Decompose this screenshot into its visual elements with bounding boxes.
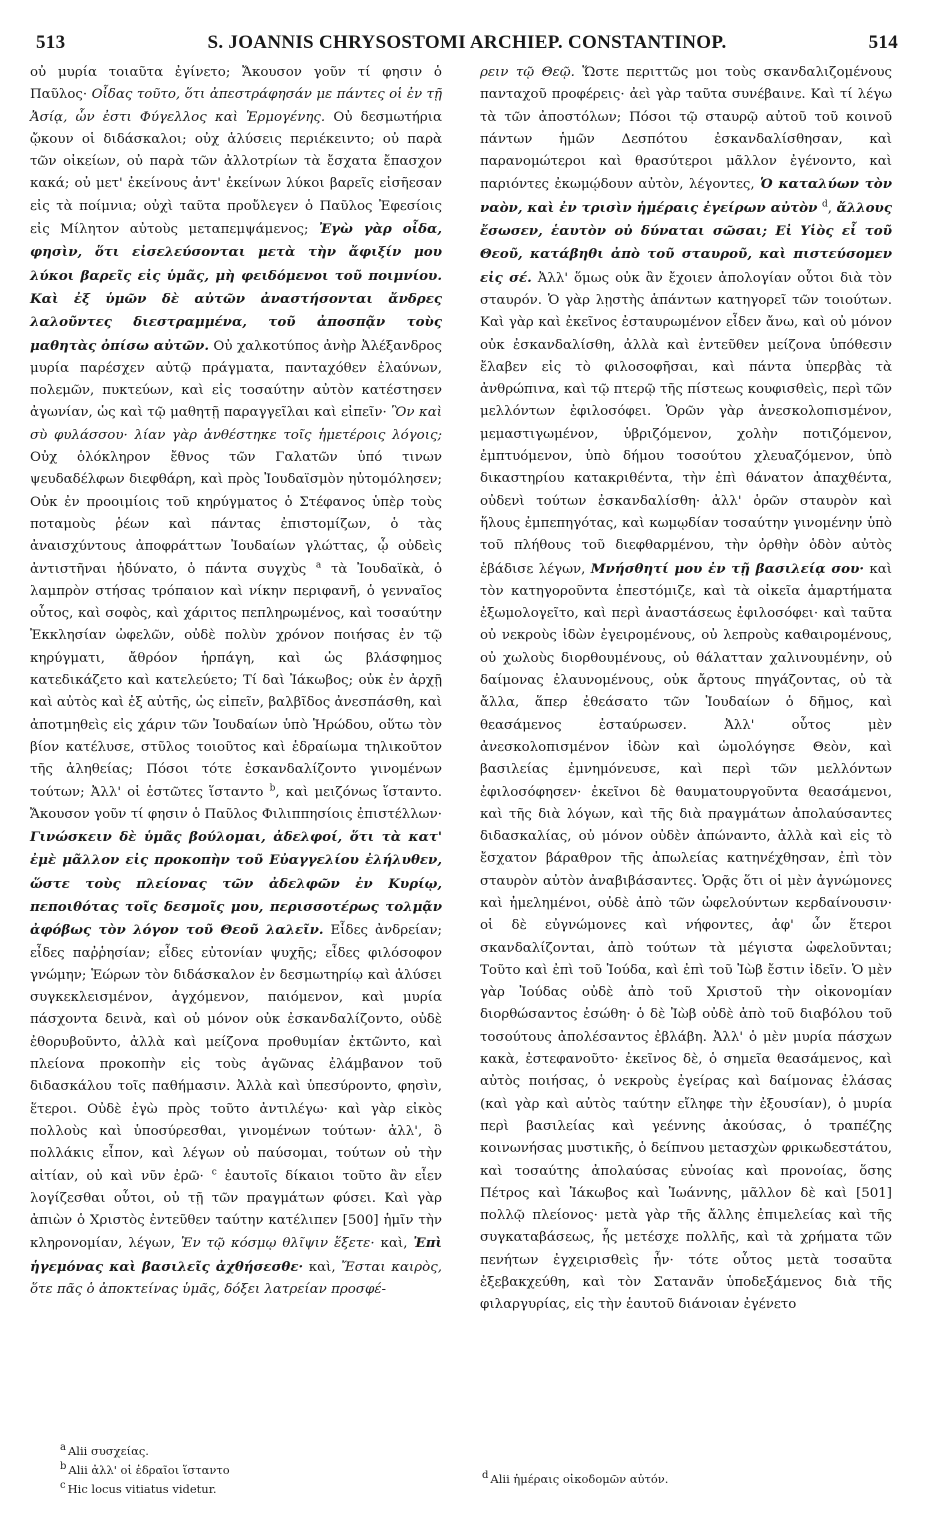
footnote-c: c Hic locus vitiatus videtur. — [60, 1479, 217, 1496]
page-number-right: 514 — [868, 32, 898, 53]
footnote-a: a Alii συσχείας. — [60, 1442, 149, 1458]
text-segment: ἑαυτοῖς δίκαιοι τοῦτο ἂν εἶεν λογίζεσθαι οὗτοι, οὐ τῇ τῶν πραγμάτων φύσει. Καὶ γὰρ ἀπιὼν ὁ Χριστὸς ἐντεῦθεν ταύτην κατέλιπεν [500] ἡμῖν τὴν κληρονομίαν, λέγων, — [30, 1168, 442, 1252]
footnote-reference: a — [315, 560, 322, 571]
footnote-reference: b — [269, 783, 276, 794]
text-segment: οὐ μυρία τοιαῦτα ἐγίνετο; Ἄκουσον γοῦν τί φησιν ὁ Παῦλος· — [30, 65, 442, 103]
text-segment: , — [827, 200, 837, 216]
footnotes-left — [60, 1440, 440, 1496]
footnote-d: d Alii ἡμέραις οἰκοδομῶν αὐτόν. — [482, 1470, 669, 1486]
footnote-reference: c — [211, 1167, 217, 1178]
left-column-text — [30, 62, 442, 1301]
text-segment: Οὐ χαλκοτύπος ἀνὴρ Ἀλέξανδρος μυρία παρέσχεν αὐτῷ πράγματα, πανταχόθεν ἐλαύνων, πολεμῶν, πυκτεύων, καὶ εἰς τοσαύτην αὐτὸν κατέστησεν ἀγωνίαν, ὡς καὶ τῷ μαθητῇ παραγγεῖλαι καὶ εἰπεῖν· — [30, 338, 442, 421]
page-header — [36, 26, 898, 60]
text-segment: Ἐπὶ ἡγεμόνας καὶ βασιλεῖς ἀχθήσεσθε· — [30, 1235, 442, 1275]
footnote-b: b Alii ἀλλ' οἱ ἑδραῖοι ἵσταντο — [60, 1460, 230, 1477]
text-segment: Οὐ δεσμωτήρια ᾤκουν οἱ διδάσκαλοι; οὐχ ἁλύσεις περιέκειντο; οὐ παρὰ τῶν οἰκείων, οὐ παρὰ τῶν ἀλλοτρίων τὰ ἔσχατα ἔπασχον κακά; οὐ μετ' ἐκείνους ἀντ' ἐκείνων λύκοι βαρεῖς εἰσῆεσαν εἰς τὰ ποίμνια; οὐχὶ ταῦτα προὔλεγεν ὁ Παῦλος Ἐφεσίοις εἰς Μίλητον αὐτοὺς μεταπεμψάμενος; — [30, 109, 442, 238]
text-segment: ἄλλους ἔσωσεν, ἑαυτὸν οὐ δύναται σῶσαι; Εἰ Υἱὸς εἶ τοῦ Θεοῦ, κατάβηθι ἀπὸ τοῦ σταυροῦ, καὶ πιστεύσομεν εἰς σέ. — [480, 199, 893, 286]
right-column-text — [480, 62, 892, 1317]
text-segment: Ἐγὼ γὰρ οἶδα, φησὶν, ὅτι εἰσελεύσονται μετὰ τὴν ἄφιξίν μου λύκοι βαρεῖς εἰς ὑμᾶς, μὴ φειδόμενοι τοῦ ποιμνίου. Καὶ ἐξ ὑμῶν δὲ αὐτῶν ἀναστήσονται ἄνδρες λαλοῦντες διεστραμμένα, τοῦ ἀποσπᾷν τοὺς μαθητὰς ὀπίσω αὐτῶν. — [30, 221, 443, 354]
text-segment: Οἶδας τοῦτο, ὅτι ἀπεστράφησάν με πάντες οἱ ἐν τῇ Ἀσίᾳ, ὧν ἐστι Φύγελλος καὶ Ἑρμογένης. — [30, 87, 442, 125]
text-segment: Οὐχ ὁλόκληρον ἔθνος τῶν Γαλατῶν ὑπό τινων ψευδαδέλφων διεφθάρη, καὶ πρὸς Ἰουδαϊσμὸν ηὐτομόλησεν; Οὐκ ἐν προοιμίοις τοῦ κηρύγματος ὁ Στέφανος ὑπὲρ τοὺς ποταμοὺς ῥέων καὶ πάντας ἐπιστομίζων, ὁ τὰς ἀναισχύντους ἀποφράττων Ἰουδαίων γλώττας, ᾧ οὐδεὶς ἀντιστῆναι ἠδύνατο, ὁ πάντα συγχὺς — [30, 450, 442, 577]
text-segment: Ἐν τῷ κόσμῳ θλῖψιν ἕξετε· — [181, 1236, 375, 1252]
text-segment: Ὥστε περιττῶς μοι τοὺς σκανδαλιζομένους πανταχοῦ προφέρεις· ἀεὶ γὰρ ταῦτα συνέβαινε. Καὶ τί λέγω τὰ τῶν ἀποστόλων; Πόσοι τῷ σταυρῷ αὐτοῦ τοῦ κοινοῦ πάντων ἡμῶν Δεσπότου ἐσκανδαλίσθησαν, καὶ παρανομώτεροι καὶ θρασύτεροι μᾶλλον ἐγένοντο, καὶ παριόντες ἐκωμῴδουν αὐτὸν, λέγοντες, — [480, 65, 892, 193]
text-segment: Γινώσκειν δὲ ὑμᾶς βούλομαι, ἀδελφοί, ὅτι τὰ κατ' ἐμὲ μᾶλλον εἰς προκοπὴν τοῦ Εὐαγγελίου ἐλήλυθεν, ὥστε τοὺς πλείονας τῶν ἀδελφῶν ἐν Κυρίῳ, πεποιθότας τοῖς δεσμοῖς μου, περισσοτέρως τολμᾷν ἀφόβως τὸν λόγον τοῦ Θεοῦ λαλεῖν. — [30, 829, 442, 939]
footnotes-right — [482, 1468, 902, 1487]
text-segment: Μνήσθητί μου ἐν τῇ βασιλείᾳ σου· — [590, 560, 865, 577]
text-segment: Ἀλλ' ὅμως οὐκ ἂν ἔχοιεν ἀπολογίαν οὗτοι διὰ τὸν σταυρόν. Ὁ γὰρ λῃστὴς ἁπάντων κατηγορεῖ τῶν τοιούτων. Καὶ γὰρ καὶ ἐκεῖνος ἐσταυρωμένον εἶδεν ἄνω, καὶ οὐ μόνον οὐκ ἐσκανδαλίσθη, ἀλλὰ καὶ ἐντεῦθεν μείζονα ὑπόθεσιν ἔλαβεν εἰς τὸ φιλοσοφῆσαι, καὶ πάντα ὑπερβὰς τὰ ἀνθρώπινα, καὶ τῷ πτερῷ τῆς πίστεως κουφισθεὶς, περὶ τῶν μελλόντων ἐφιλοσόφει. Ὁρῶν γὰρ ἀνεσκολοπισμένον, μεμαστιγωμένον, ὑβριζόμενον, χολὴν ποτιζόμενον, ἐμπτυόμενον, ὑπὸ δήμου τοσούτου χλευαζόμενον, ὑπὸ δικαστηρίου κατακριθέντα, τὴν ἐπὶ θάνατον ἀπαχθέντα, οὐδενὶ τούτων ἐσκανδαλίσθη· ἀλλ' ὁρῶν σταυρὸν καὶ ἥλους ἐμπεπηγότας, καὶ κωμῳδίαν τοσαύτην γινομένην ὑπὸ τοῦ πλήθους τοῦ διεφθαρμένου, τὴν ὀρθὴν ὁδὸν αὐτὸς ἐβάδισε λέγων, — [480, 270, 892, 577]
text-segment: τὰ Ἰουδαϊκὰ, ὁ λαμπρὸν στήσας τρόπαιον καὶ νίκην περιφανῆ, ὁ γενναῖος οὗτος, καὶ σοφὸς, καὶ χάριτος πεπληρωμένος, καὶ τοσαύτην Ἐκκλησίαν ὠφελῶν, οὐδὲ πολὺν χρόνον ποιήσας ἐν τῷ κηρύγματι, ἄθρόον ἡρπάγη, καὶ ὡς βλάσφημος κατεδικάζετο καὶ κατελεύετο; Τί δαὶ Ἰάκωβος; οὐκ ἐν ἀρχῇ καὶ αὐτὸς καὶ ἐξ αὐτῆς, ὡς εἰπεῖν, βαλβῖδος ἀνεσπάσθη, καὶ ἀποτμηθεὶς εἰς χάριν τῶν Ἰουδαίων ὑπὸ Ἡρώδου, οὕτω τὸν βίον κατέλυσε, στῦλος τοιοῦτος καὶ ἑδραίωμα τηλικοῦτον τῆς ἀληθείας; Πόσοι τότε ἐσκανδαλίζοντο γινομένων τούτων; Ἀλλ' οἱ ἑστῶτες ἵσταντο — [30, 561, 443, 800]
text-segment: Εἶδες ἀνδρείαν; εἶδες παῤῥησίαν; εἶδες εὐτονίαν ψυχῆς; εἶδες φιλόσοφον γνώμην; Ἑώρων τὸν διδάσκαλον ἐν δεσμωτηρίῳ καὶ ἁλύσει συγκεκλεισμένον, ἀγχόμενον, παιόμενον, καὶ μυρία πάσχοντα δεινὰ, καὶ οὐ μόνον οὐκ ἐσκανδαλίζοντο, οὐδὲ ἐθορυβοῦντο, ἀλλὰ καὶ μείζονα προθυμίαν ἐκτῶντο, καὶ πλείονα προκοπὴν εἰς τοὺς ἀγῶνας ἐλάμβανον τοῦ διδασκάλου τοῖς παθήμασιν. Ἀλλὰ καὶ ὑπεσύροντο, φησὶν, ἕτεροι. Οὐδὲ ἐγὼ πρὸς τοῦτο ἀντιλέγω· καὶ γὰρ εἰκὸς πολλοὺς καὶ ὑποσύρεσθαι, γινομένων τούτων· ἀλλ', ὃ πολλάκις εἶπον, καὶ λέγων οὐ παύσομαι, τούτων οὐ τὴν αἰτίαν, οὐ καὶ νῦν ἐρῶ· — [30, 923, 442, 1184]
running-title: S. JOANNIS CHRYSOSTOMI ARCHIEP. CONSTANTINOP. — [207, 32, 727, 53]
right-column — [480, 62, 892, 1317]
text-segment: καὶ τὸν κατηγοροῦντα ἐπεστόμιζε, καὶ τὰ οἰκεῖα ἁμαρτήματα ἐξωμολογεῖτο, καὶ περὶ ἀναστάσεως ἐφιλοσόφει· καὶ ταῦτα οὐ νεκροὺς ἰδὼν ἐγειρομένους, οὐ λεπροὺς καθαιρομένους, οὐ χωλοὺς διορθουμένους, οὐ θάλατταν χαλινουμένην, οὐ δαίμονας ἐλαυνομένους, οὐκ ἄρτους πηγάζοντας, οὐ τὰ ἄλλα, ἅπερ ἐθεάσατο τῶν Ἰουδαίων ὁ δῆμος, καὶ θεασάμενος ἐσταύρωσεν. Ἀλλ' οὗτος μὲν ἀνεσκολοπισμένον ἰδὼν καὶ ὡμολόγησε Θεὸν, καὶ βασιλείας ἐμνημόνευσε, καὶ περὶ τῶν μελλόντων ἐφιλοσόφησεν· ἐκεῖνοι δὲ θαυματουργοῦντα θεασάμενοι, καὶ τῆς διὰ λόγων, καὶ τῆς διὰ πραγμάτων ἀπολαύσαντες διδασκαλίας, οὐ μόνον οὐδὲν ἀπώναντο, ἀλλὰ καὶ εἰς τὸ ἔσχατον βάραθρον τῆς ἀπωλείας κατηνέχθησαν, ἐπὶ τὸν σταυρὸν αὐτὸν ἀναβιβάσαντες. Ὁρᾷς ὅτι οἱ μὲν ἀγνώμονες καὶ ἠμελημένοι, οὐδὲ ἀπὸ τῶν ὠφελούντων κερδαίνουσιν· οἱ δὲ εὐγνώμονες καὶ νήφοντες, ἀφ' ὧν ἕτεροι σκανδαλίζονται, ἀπὸ τούτων τὰ μέγιστα ὠφελοῦνται; Τοῦτο καὶ ἐπὶ τοῦ Ἰούδα, καὶ ἐπὶ τοῦ Ἰὼβ ἔστιν ἰδεῖν. Ὁ μὲν γὰρ Ἰούδας οὐδὲ ἀπὸ τοῦ Χριστοῦ τὴν οἰκονομίαν διορθώσαντος ἐσώθη· ὁ δὲ Ἰὼβ οὐδὲ ἀπὸ τοῦ διαβόλου τοῦ τοσούτους ἀπολέσαντος ἐβλάβη. Ἀλλ' ὁ μὲν μυρία πάσχων κακὰ, ἐστεφανοῦτο· ἐκεῖνος δὲ, ὁ σημεῖα θεασάμενος, καὶ αὐτὸς ποιήσας, ὁ νεκροὺς ἐγείρας καὶ δαίμονας ἐλάσας (καὶ γὰρ καὶ αὐτὸς ταύτην εἴληφε τὴν ἐξουσίαν), ὁ μυρία περὶ βασιλείας καὶ γεέννης ἀκούσας, ὁ τραπέζης κοινωνήσας μυστικῆς, ὁ δείπνου μετασχὼν φρικωδεστάτου, καὶ τοσαύτης ἀπολαύσας εὐνοίας καὶ προνοίας, ὅσης Πέτρος καὶ Ἰάκωβος καὶ Ἰωάννης, μᾶλλον δὲ καὶ [501] πολλῷ πλείονος· μετὰ γὰρ τῆς ἄλλης ἐπιμελείας καὶ τῆς συγκαταβάσεως, ἧς μετέσχε πολλῆς, καὶ τὰ χρήματα τῶν πενήτων ἐγχειρισθεὶς ἦν· τότε οὗτος μετὰ τοσαῦτα ἐξεβακχεύθη, καὶ τὸν Σατανᾶν ὑποδεξάμενος διὰ τῆς φιλαργυρίας, εἰς τὴν ἑαυτοῦ διάνοιαν ἐγένετο — [480, 561, 893, 1313]
text-segment: , καὶ μειζόνως ἵσταντο. Ἄκουσον γοῦν τί φησιν ὁ Παῦλος Φιλιππησίοις ἐπιστέλλων· — [30, 784, 442, 822]
text-segment: Ἔσται καιρὸς, ὅτε πᾶς ὁ ἀποκτείνας ὑμᾶς, δόξει λατρείαν προσφέ- — [30, 1259, 442, 1298]
text-segment: καὶ, — [303, 1259, 342, 1275]
text-segment: ρειν τῷ Θεῷ. — [480, 65, 575, 80]
text-segment: καὶ, — [374, 1236, 414, 1252]
page-number-left: 513 — [36, 32, 66, 53]
left-column — [30, 62, 442, 1301]
footnote-reference: d — [821, 199, 828, 210]
text-segment: Ὁ καταλύων τὸν ναὸν, καὶ ἐν τρισὶν ἡμέραις ἐγείρων αὐτὸν — [480, 176, 892, 216]
text-segment: Ὃν καὶ σὺ φυλάσσου· λίαν γὰρ ἀνθέστηκε τοῖς ἡμετέροις λόγοις; — [30, 405, 443, 443]
